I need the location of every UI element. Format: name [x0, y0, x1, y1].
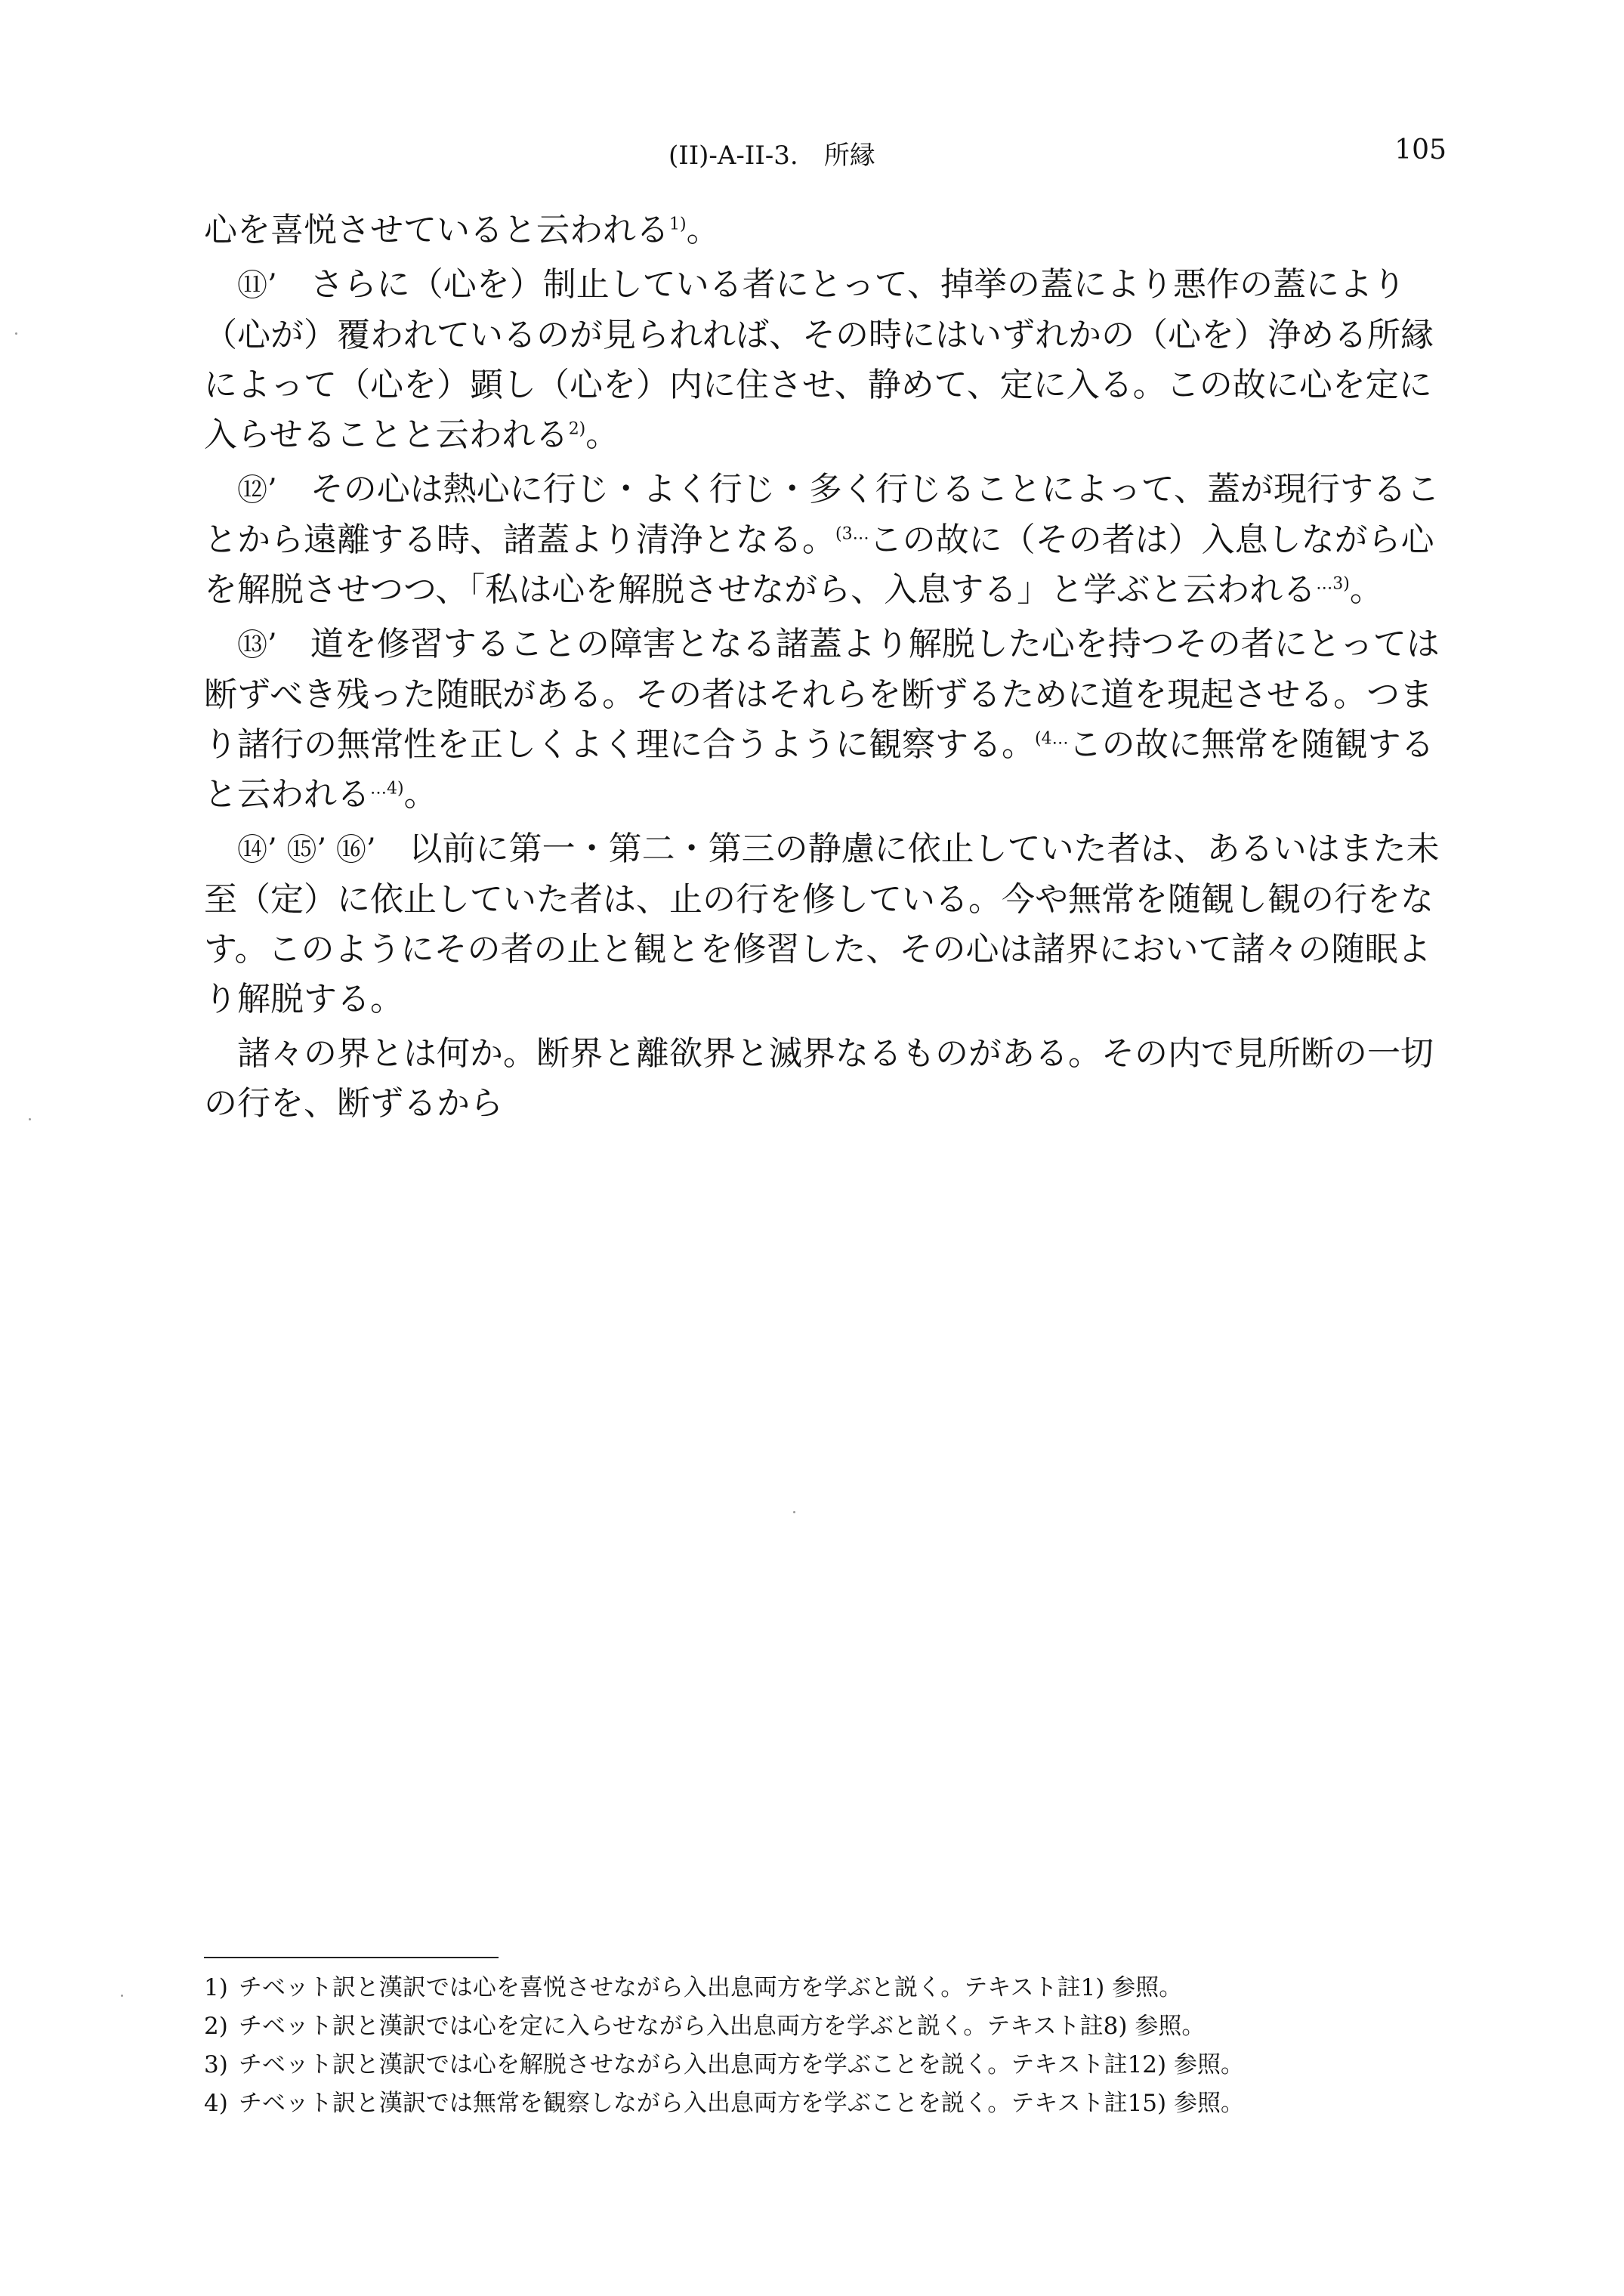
footnote-range-close-4: …4)	[370, 779, 404, 799]
body-text	[204, 205, 1462, 1133]
scan-speck	[121, 1995, 123, 1997]
footnote-number: 3)	[204, 2051, 228, 2078]
paragraph-text-2: この故に（その者は）入息しながら心を解脱させつつ、「私は心を解脱させながら、入息する」と学ぶと云われる	[204, 521, 1434, 609]
page-number: 105	[1394, 134, 1446, 165]
paragraph-marker: ⑭’ ⑮’ ⑯’	[237, 833, 376, 867]
scan-speck	[15, 332, 17, 335]
footnote-text: チベット訳と漢訳では無常を観察しながら入出息両方を学ぶことを説く。テキスト註15) 参照。	[238, 2090, 1244, 2117]
paragraph-marker: ⑫’	[237, 473, 277, 508]
paragraph-tail: 。	[403, 775, 437, 814]
footnote-range-close-3: …3)	[1316, 574, 1350, 594]
footnote-divider	[204, 1957, 499, 1958]
footnote-ref-1: 1)	[669, 215, 687, 234]
paragraph-realms	[204, 1029, 1462, 1129]
paragraph-tail: 。	[1349, 570, 1383, 609]
paragraph-text: その心は熱心に行じ・よく行じ・多く行じることによって、蓋が現行することから遠離する時、諸蓋より清浄となる。	[204, 470, 1440, 559]
scan-speck	[793, 1511, 795, 1513]
paragraph-12	[204, 465, 1462, 615]
footnote-number: 2)	[204, 2013, 228, 2040]
footnote-text: チベット訳と漢訳では心を喜悦させながら入出息両方を学ぶと説く。テキスト註1) 参照。	[238, 1974, 1183, 2001]
footnote-ref-2: 2)	[568, 419, 586, 439]
paragraph-1	[204, 205, 1462, 255]
footnote-number: 4)	[204, 2090, 228, 2117]
paragraph-marker: ⑪’	[237, 268, 277, 303]
paragraph-text: さらに（心を）制止している者にとって、掉挙の蓋により悪作の蓋により（心が）覆われているのが見られれば、その時にはいずれかの（心を）浄める所縁によって（心を）顕し（心を）内に住させ、静めて、定に入る。この故に心を定に入らせることと云われる	[204, 265, 1434, 454]
paragraph-text: 以前に第一・第二・第三の静慮に依止していた者は、あるいはまた未至（定）に依止していた者は、止の行を修している。今や無常を随観し観の行をなす。このようにその者の止と観とを修習した、その心は諸界において諸々の随眠より解脱する。	[204, 830, 1440, 1018]
footnote-1	[204, 1969, 1462, 2007]
footnote-range-open-4: (4…	[1035, 729, 1069, 749]
footnote-text: チベット訳と漢訳では心を定に入らせながら入出息両方を学ぶと説く。テキスト註8) 参照。	[238, 2013, 1206, 2040]
footnote-text: チベット訳と漢訳では心を解脱させながら入出息両方を学ぶことを説く。テキスト註12) 参照。	[238, 2051, 1244, 2078]
paragraph-13	[204, 620, 1462, 820]
paragraph-marker: ⑬’	[237, 628, 277, 663]
paragraph-11	[204, 260, 1462, 460]
footnote-4	[204, 2084, 1462, 2123]
paragraph-14-16	[204, 824, 1462, 1024]
scan-speck	[29, 1118, 31, 1120]
paragraph-tail: 。	[585, 416, 619, 454]
footnotes	[204, 1969, 1462, 2123]
footnote-number: 1)	[204, 1974, 228, 2001]
paragraph-tail: 。	[686, 211, 720, 249]
footnote-range-open-3: (3…	[835, 524, 869, 544]
running-header	[204, 134, 1446, 180]
footnote-2	[204, 2007, 1462, 2046]
paragraph-text: 心を喜悦させていると云われる	[204, 211, 669, 249]
paragraph-text: 諸々の界とは何か。断界と離欲界と滅界なるものがある。その内で見所断の一切の行を、断ずるから	[204, 1034, 1434, 1123]
footnote-3	[204, 2046, 1462, 2084]
paragraph-text: 道を修習することの障害となる諸蓋より解脱した心を持つその者にとっては断ずべき残った随眠がある。その者はそれらを断ずるために道を現起させる。つまり諸行の無常性を正しくよく理に合うように観察する。	[204, 625, 1440, 764]
section-title: (II)-A-II-3. 所縁	[668, 141, 875, 171]
paragraph-text-2: この故に無常を随観すると云われる	[204, 725, 1434, 814]
